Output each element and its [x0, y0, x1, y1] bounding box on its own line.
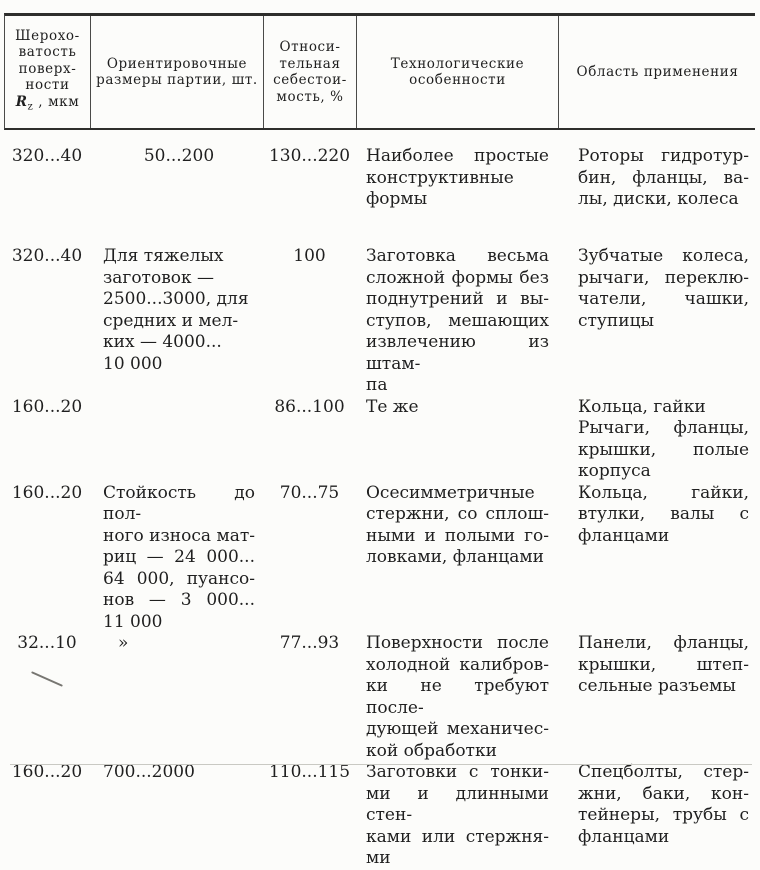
table-row	[4, 397, 755, 483]
cell-applications: Кольца, гайки, втулки, валы с фланцами	[578, 482, 749, 546]
header-tech-features: Технологические особенности	[357, 16, 559, 128]
cell-relative-cost: 70...75	[279, 482, 340, 503]
reference-table	[4, 13, 755, 870]
cell-batch-size: 50...200	[143, 146, 215, 166]
cell-applications: Панели, фланцы, крышки, штеп- сельные разъемы	[578, 633, 749, 696]
table-body	[4, 130, 755, 870]
cell-applications: Роторы гидротур- бин, фланцы, ва- лы, диски, колеса	[578, 146, 749, 209]
header-relative-cost: Относи- тельная себестои- мость, %	[264, 16, 357, 128]
cell-tech-features: Заготовки с тонки- ми и длинными стен- ками или стержня- ми	[366, 762, 549, 868]
cell-batch-size: Для тяжелых заготовок — 2500...3000, для средних и мел- ких — 4000... 10 000	[103, 246, 249, 374]
cell-tech-features: Осесимметричные стержни, со сплош- ными и полыми го- ловками, фланцами	[366, 482, 549, 567]
cell-roughness: 160...20	[11, 762, 83, 782]
page-bottom-rule	[10, 764, 752, 765]
cell-relative-cost: 130...220	[268, 146, 351, 166]
table-row	[4, 762, 755, 870]
cell-roughness: 320...40	[11, 146, 83, 166]
cell-roughness: 320...40	[11, 246, 83, 266]
cell-relative-cost: 100	[293, 246, 326, 266]
header-roughness	[5, 16, 91, 128]
table-header-row	[4, 13, 755, 130]
cell-roughness: 160...20	[11, 482, 83, 503]
cell-roughness: 160...20	[11, 396, 83, 417]
cell-batch-size: Стойкость до пол- ного износа мат- риц — 24 000... 64 000, пуансо- нов — 3 000... 11 000	[103, 482, 255, 632]
table-row	[4, 146, 755, 246]
cell-applications: Зубчатые колеса, рычаги, переклю- чатели, чашки, ступицы	[578, 246, 749, 331]
header-applications: Область применения	[576, 63, 739, 80]
header-batch-size: Ориентировочные размеры партии, шт.	[91, 16, 264, 128]
cell-tech-features: Те же	[366, 396, 419, 417]
cell-relative-cost: 77...93	[279, 633, 340, 653]
cell-roughness: 32...10	[17, 633, 77, 653]
header-roughness-unit: $R_z$ , мкм	[15, 93, 80, 113]
cell-tech-features: Заготовка весьма сложной формы без поднутрений и вы- ступов, мешающих извлечению из штам- па	[366, 246, 549, 395]
table-row	[4, 633, 755, 762]
cell-batch-size: 700...2000	[103, 762, 195, 782]
table-row	[4, 483, 755, 634]
cell-applications: Кольца, гайки Рычаги, фланцы, крышки, полые корпуса	[578, 396, 749, 481]
cell-applications: Спецболты, стер- жни, баки, кон- тейнеры, трубы с фланцами	[578, 762, 749, 847]
cell-tech-features: Наиболее простые конструктивные формы	[366, 146, 549, 209]
cell-relative-cost: 86...100	[274, 396, 345, 417]
cell-batch-size: »	[118, 633, 129, 653]
table-row	[4, 246, 755, 397]
cell-tech-features: Поверхности после холодной калибров- ки не требуют после- дующей механичес- кой обработки	[366, 633, 549, 761]
cell-relative-cost: 110...115	[268, 762, 351, 782]
cell-batch-size	[90, 397, 263, 483]
header-roughness-lines: Шерохо- ватость поверх- ности	[15, 27, 80, 94]
